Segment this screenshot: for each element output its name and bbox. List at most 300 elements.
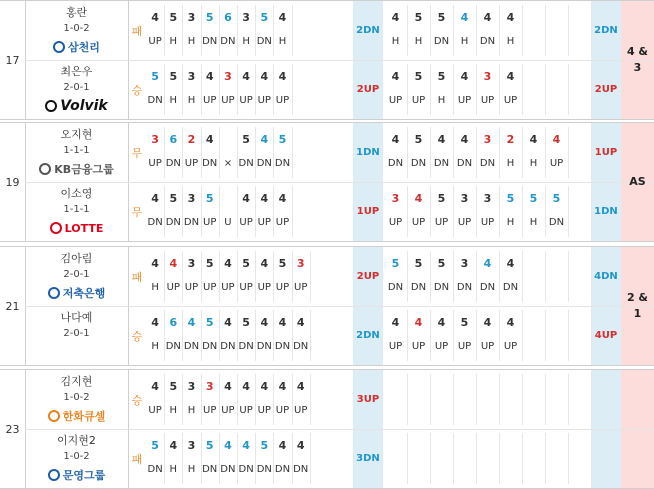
hole-status: UP (148, 35, 162, 47)
hole-status: H (187, 463, 196, 475)
hole-status: UP (294, 404, 308, 416)
hole-score: 5 (506, 191, 515, 205)
hole-status: UP (148, 404, 162, 416)
hole-score (430, 376, 453, 396)
hole-divider (310, 310, 311, 361)
hole-score (522, 376, 545, 396)
hole-status: UP (166, 281, 180, 293)
hole-score (522, 253, 545, 273)
hole-score: 4 (278, 379, 287, 393)
hole-score: 4 (169, 438, 178, 452)
hole-status: DN (183, 340, 200, 352)
hole-status (522, 459, 545, 479)
match-result: 패 (131, 452, 143, 466)
sponsor-logo-text: 삼천리 (68, 41, 100, 54)
hole-status: H (506, 157, 515, 169)
hole-score (476, 376, 499, 396)
hole-status (545, 277, 568, 297)
hole-status: DN (479, 157, 496, 169)
hole-status: H (187, 94, 196, 106)
hole-score: 4 (260, 132, 269, 146)
hole-score: 4 (242, 69, 250, 83)
hole-status: DN (433, 157, 450, 169)
hole-score (384, 376, 407, 396)
hole-score: 5 (260, 10, 269, 24)
hole-score: 4 (278, 315, 287, 329)
match-group (0, 122, 654, 242)
hole-score: 4 (506, 10, 515, 24)
hole-score: 5 (151, 69, 159, 83)
hole-score: 4 (151, 379, 159, 393)
hole-score: 4 (151, 315, 159, 329)
hole-status (568, 459, 591, 479)
hole-score (568, 312, 591, 332)
hole-status (522, 277, 545, 297)
hole-score: 3 (151, 132, 159, 146)
hole-divider (310, 374, 311, 425)
hole-score: 5 (205, 191, 214, 205)
player-record: 2-0-1 (63, 81, 90, 93)
hole-score: 4 (205, 69, 214, 83)
hole-score: 5 (169, 379, 178, 393)
hole-status: DN (387, 281, 404, 293)
in-sum: 2DN (594, 25, 618, 36)
hole-score: 3 (187, 10, 196, 24)
hole-score: 4 (260, 315, 269, 329)
hole-status: H (460, 35, 469, 47)
hole-score: 5 (242, 315, 250, 329)
hole-score: 4 (260, 379, 269, 393)
hole-score (384, 435, 407, 455)
hole-status: DN (238, 340, 254, 352)
hole-score: 4 (437, 132, 446, 146)
hole-score: 3 (296, 256, 305, 270)
hole-status (407, 400, 430, 420)
hole-status (568, 277, 591, 297)
hole-status: DN (274, 157, 291, 169)
hole-status: UP (480, 340, 495, 352)
hole-score: 4 (260, 69, 269, 83)
hole-status (430, 459, 453, 479)
hole-score (407, 435, 430, 455)
hole-score: 5 (414, 69, 423, 83)
sbi-logo (48, 287, 60, 299)
hole-status: UP (434, 340, 449, 352)
hole-status: DN (165, 157, 181, 169)
hole-score: 4 (460, 132, 469, 146)
out-sum: 1DN (356, 147, 380, 158)
hole-status: UP (294, 281, 308, 293)
player-record: 1-0-2 (63, 22, 90, 34)
hole-status: DN (147, 94, 163, 106)
hole-status: UP (184, 157, 199, 169)
hole-status: H (169, 94, 178, 106)
hole-status: DN (147, 216, 163, 228)
hole-score (522, 66, 545, 86)
hole-score: 4 (224, 438, 232, 452)
sponsor-logo (25, 465, 128, 485)
hole-status: DN (147, 463, 163, 475)
hole-status: UP (388, 340, 403, 352)
hole-status (407, 459, 430, 479)
in-sum (591, 370, 621, 429)
hole-divider (292, 64, 293, 115)
hole-score: 3 (187, 379, 196, 393)
hole-score (522, 312, 545, 332)
hole-status: DN (238, 157, 254, 169)
hole-status: H (169, 35, 178, 47)
hole-status: UP (411, 340, 426, 352)
hole-status (545, 31, 568, 51)
hole-status: DN (479, 35, 496, 47)
hole-score: 5 (437, 191, 446, 205)
out-sum: 2UP (356, 271, 380, 282)
hole-status: DN (548, 216, 565, 228)
match-result: 승 (131, 393, 143, 407)
hole-score (545, 7, 568, 27)
sponsor-logo-text: 저축은행 (62, 287, 106, 300)
hole-score: 4 (414, 191, 423, 205)
hole-status (545, 400, 568, 420)
hole-status (568, 400, 591, 420)
out-sum: 2UP (356, 84, 380, 95)
hole-status: DN (274, 463, 291, 475)
match-result: 패 (131, 24, 143, 38)
hole-status (545, 336, 568, 356)
hole-score: 4 (483, 315, 492, 329)
hole-status: DN (202, 340, 218, 352)
hole-status: H (151, 281, 159, 293)
hole-status: UP (388, 94, 403, 106)
hole-status: UP (257, 94, 271, 106)
hole-status (453, 459, 476, 479)
final-result: 2 & 1 (626, 291, 649, 320)
hole-score: 4 (296, 379, 305, 393)
hole-score: 4 (506, 69, 515, 83)
hole-status: UP (257, 216, 271, 228)
hole-status (568, 153, 591, 173)
out-sum: 2DN (356, 25, 380, 36)
hole-score: 4 (260, 191, 269, 205)
hole-score: 5 (414, 256, 423, 270)
in-sum: 4UP (594, 330, 618, 341)
hole-status: UP (503, 340, 518, 352)
hole-score: 4 (151, 256, 159, 270)
hole-status: DN (202, 157, 218, 169)
hole-status: DN (256, 463, 272, 475)
hole-status: UP (434, 216, 449, 228)
hole-status: UP (221, 404, 235, 416)
hole-score: 4 (205, 132, 214, 146)
player-record: 1-1-1 (63, 203, 90, 215)
hole-score: 3 (483, 69, 492, 83)
match-number: 17 (5, 53, 20, 67)
match-number: 21 (5, 299, 20, 313)
player-name: 홍란 (65, 5, 88, 19)
hole-status: UP (480, 216, 495, 228)
hole-status: UP (457, 216, 472, 228)
in-sum (591, 429, 621, 488)
hole-status: DN (220, 340, 236, 352)
hole-score: 5 (391, 256, 400, 270)
hole-score: 3 (483, 191, 492, 205)
hole-status: UP (257, 281, 271, 293)
hole-score (476, 435, 499, 455)
hole-status: UP (457, 340, 472, 352)
hole-status: H (529, 157, 538, 169)
match-result: 패 (131, 270, 143, 284)
hole-status (522, 336, 545, 356)
sponsor-logo (25, 37, 128, 57)
hole-divider (310, 251, 311, 302)
hole-status: DN (165, 216, 181, 228)
kb-logo (39, 163, 51, 175)
hole-status (568, 90, 591, 110)
hole-status: H (169, 463, 178, 475)
hole-score: 3 (224, 69, 232, 83)
hole-status: DN (293, 340, 309, 352)
match-number: 19 (5, 175, 20, 189)
samchully-logo (53, 41, 65, 53)
hole-score: 5 (169, 191, 178, 205)
hole-status: H (437, 94, 446, 106)
hole-status: UP (275, 281, 290, 293)
hole-score: 5 (205, 256, 214, 270)
hole-score: 3 (187, 69, 196, 83)
hole-score: 4 (437, 315, 446, 329)
final-result (621, 370, 654, 488)
hole-score (522, 435, 545, 455)
hole-status: DN (165, 340, 181, 352)
hole-score: 4 (224, 379, 232, 393)
hole-score: 4 (506, 315, 515, 329)
player-record: 1-0-2 (63, 450, 90, 462)
sponsor-logo (25, 159, 128, 179)
player-record: 1-0-2 (63, 391, 90, 403)
match-group (0, 0, 654, 120)
hole-score: 5 (151, 438, 159, 452)
hole-score: 5 (437, 10, 446, 24)
hole-score: 5 (414, 10, 423, 24)
hole-score: 5 (278, 256, 287, 270)
hole-status: UP (411, 216, 426, 228)
hole-score: 4 (391, 69, 400, 83)
hole-score: 4 (169, 256, 178, 270)
hole-score: 4 (552, 132, 561, 146)
hole-status: UP (148, 157, 162, 169)
match-result: 무 (131, 146, 143, 160)
hole-score: 5 (205, 438, 214, 452)
match-result: 승 (131, 329, 143, 343)
hole-score: 3 (242, 10, 250, 24)
hole-score: 4 (483, 256, 492, 270)
hole-status: UP (239, 404, 253, 416)
hole-score (430, 435, 453, 455)
hole-score: 4 (296, 315, 305, 329)
hanwha-logo (48, 410, 60, 422)
hole-score: 4 (506, 256, 515, 270)
hole-status: UP (411, 94, 426, 106)
hole-status (384, 400, 407, 420)
hole-score: 5 (437, 69, 446, 83)
out-sum: 2DN (356, 330, 380, 341)
hole-status: DN (410, 281, 427, 293)
hole-status: DN (256, 157, 272, 169)
hole-score (219, 129, 237, 149)
hole-score: 4 (224, 315, 232, 329)
hole-status (453, 400, 476, 420)
hole-score: 5 (242, 132, 250, 146)
hole-status (568, 212, 591, 232)
hole-score: 6 (169, 132, 178, 146)
hole-status: H (187, 404, 196, 416)
hole-score (568, 7, 591, 27)
hole-status: DN (456, 157, 473, 169)
hole-score: 3 (187, 438, 196, 452)
hole-status (568, 336, 591, 356)
hole-score: 2 (187, 132, 196, 146)
hole-score (568, 376, 591, 396)
player-name: 김지현 (60, 374, 93, 388)
hole-score: 5 (205, 315, 214, 329)
out-sum: 3DN (356, 453, 380, 464)
hole-divider (292, 186, 293, 237)
hole-score: 3 (205, 379, 214, 393)
hole-status (568, 31, 591, 51)
hole-status: DN (256, 35, 272, 47)
player-name: 나다예 (60, 310, 93, 324)
final-result: AS (629, 175, 646, 188)
hole-score: 4 (278, 10, 287, 24)
in-sum: 2UP (594, 84, 618, 95)
hole-score: 4 (242, 191, 250, 205)
hole-score: 4 (242, 379, 250, 393)
hole-status: UP (275, 216, 290, 228)
sponsor-logo-text: KB금융그룹 (54, 163, 114, 176)
hole-score: 3 (460, 256, 469, 270)
hole-score (499, 435, 522, 455)
hole-score (219, 188, 237, 208)
sponsor-logo (25, 283, 128, 303)
sponsor-logo (25, 218, 128, 238)
lotte-logo (50, 222, 62, 234)
hole-status: UP (275, 94, 290, 106)
match-result: 무 (131, 205, 143, 219)
hole-score: 4 (414, 315, 423, 329)
hole-score: 3 (460, 191, 469, 205)
match-result: 승 (131, 83, 143, 97)
hole-status: DN (202, 463, 218, 475)
hole-score: 5 (169, 10, 178, 24)
hole-status (476, 400, 499, 420)
hole-score (545, 312, 568, 332)
hole-score (545, 376, 568, 396)
hole-score (545, 66, 568, 86)
row-divider (25, 429, 654, 430)
hole-status: DN (433, 35, 450, 47)
hole-status (545, 459, 568, 479)
hole-status: H (529, 216, 538, 228)
player-record: 1-1-1 (63, 144, 90, 156)
hole-status: H (151, 340, 159, 352)
hole-score (522, 7, 545, 27)
hole-score: 5 (205, 10, 214, 24)
hole-score: 5 (278, 132, 287, 146)
hole-score (568, 129, 591, 149)
hole-status: × (223, 157, 233, 169)
hole-score: 5 (529, 191, 538, 205)
hole-score (453, 435, 476, 455)
match-number: 23 (5, 422, 20, 436)
hole-status (522, 31, 545, 51)
hole-status (384, 459, 407, 479)
player-name: 오지현 (60, 127, 93, 141)
match-group (0, 369, 654, 489)
hole-status (476, 459, 499, 479)
row-divider (25, 60, 654, 61)
sponsor-logo-text: LOTTE (64, 221, 104, 235)
hole-score: 4 (278, 69, 287, 83)
hole-score: 5 (437, 256, 446, 270)
hole-score: 4 (242, 438, 250, 452)
hole-status: H (506, 35, 515, 47)
hole-status: UP (549, 157, 564, 169)
hole-status: H (391, 35, 400, 47)
hole-status: H (169, 404, 178, 416)
hole-score: 4 (151, 191, 159, 205)
hole-status (499, 459, 522, 479)
hole-status: UP (239, 216, 253, 228)
hole-status: UP (221, 94, 235, 106)
hole-score: 4 (391, 315, 400, 329)
hole-score: 5 (169, 69, 178, 83)
hole-status: H (278, 35, 287, 47)
player-name: 최은우 (60, 64, 93, 78)
hole-status: UP (257, 404, 271, 416)
hole-status: UP (503, 94, 518, 106)
sponsor-logo (25, 406, 128, 426)
hole-score: 4 (151, 10, 159, 24)
out-sum: 1UP (356, 206, 380, 217)
hole-status: UP (275, 404, 290, 416)
match-group (0, 246, 654, 366)
hole-status: DN (238, 463, 254, 475)
sponsor-logo-text: 문영그룹 (62, 469, 106, 482)
hole-status: DN (410, 157, 427, 169)
hole-status: DN (202, 35, 218, 47)
hole-status (522, 400, 545, 420)
hole-divider (292, 5, 293, 56)
hole-score: 4 (260, 256, 269, 270)
hole-score: 5 (552, 191, 561, 205)
hole-status: UP (457, 94, 472, 106)
hole-status: UP (203, 216, 217, 228)
hole-score (407, 376, 430, 396)
player-record: 2-0-1 (63, 268, 90, 280)
hole-status: DN (387, 157, 404, 169)
hole-score: 5 (414, 132, 423, 146)
hole-status: UP (480, 94, 495, 106)
hole-status: U (224, 216, 232, 228)
volvik-logo (45, 100, 57, 112)
hole-status: DN (456, 281, 473, 293)
hole-status: DN (220, 463, 236, 475)
hole-status: UP (203, 94, 217, 106)
hole-status (522, 90, 545, 110)
hole-status: H (187, 35, 196, 47)
hole-status: UP (239, 281, 253, 293)
hole-status: H (414, 35, 423, 47)
